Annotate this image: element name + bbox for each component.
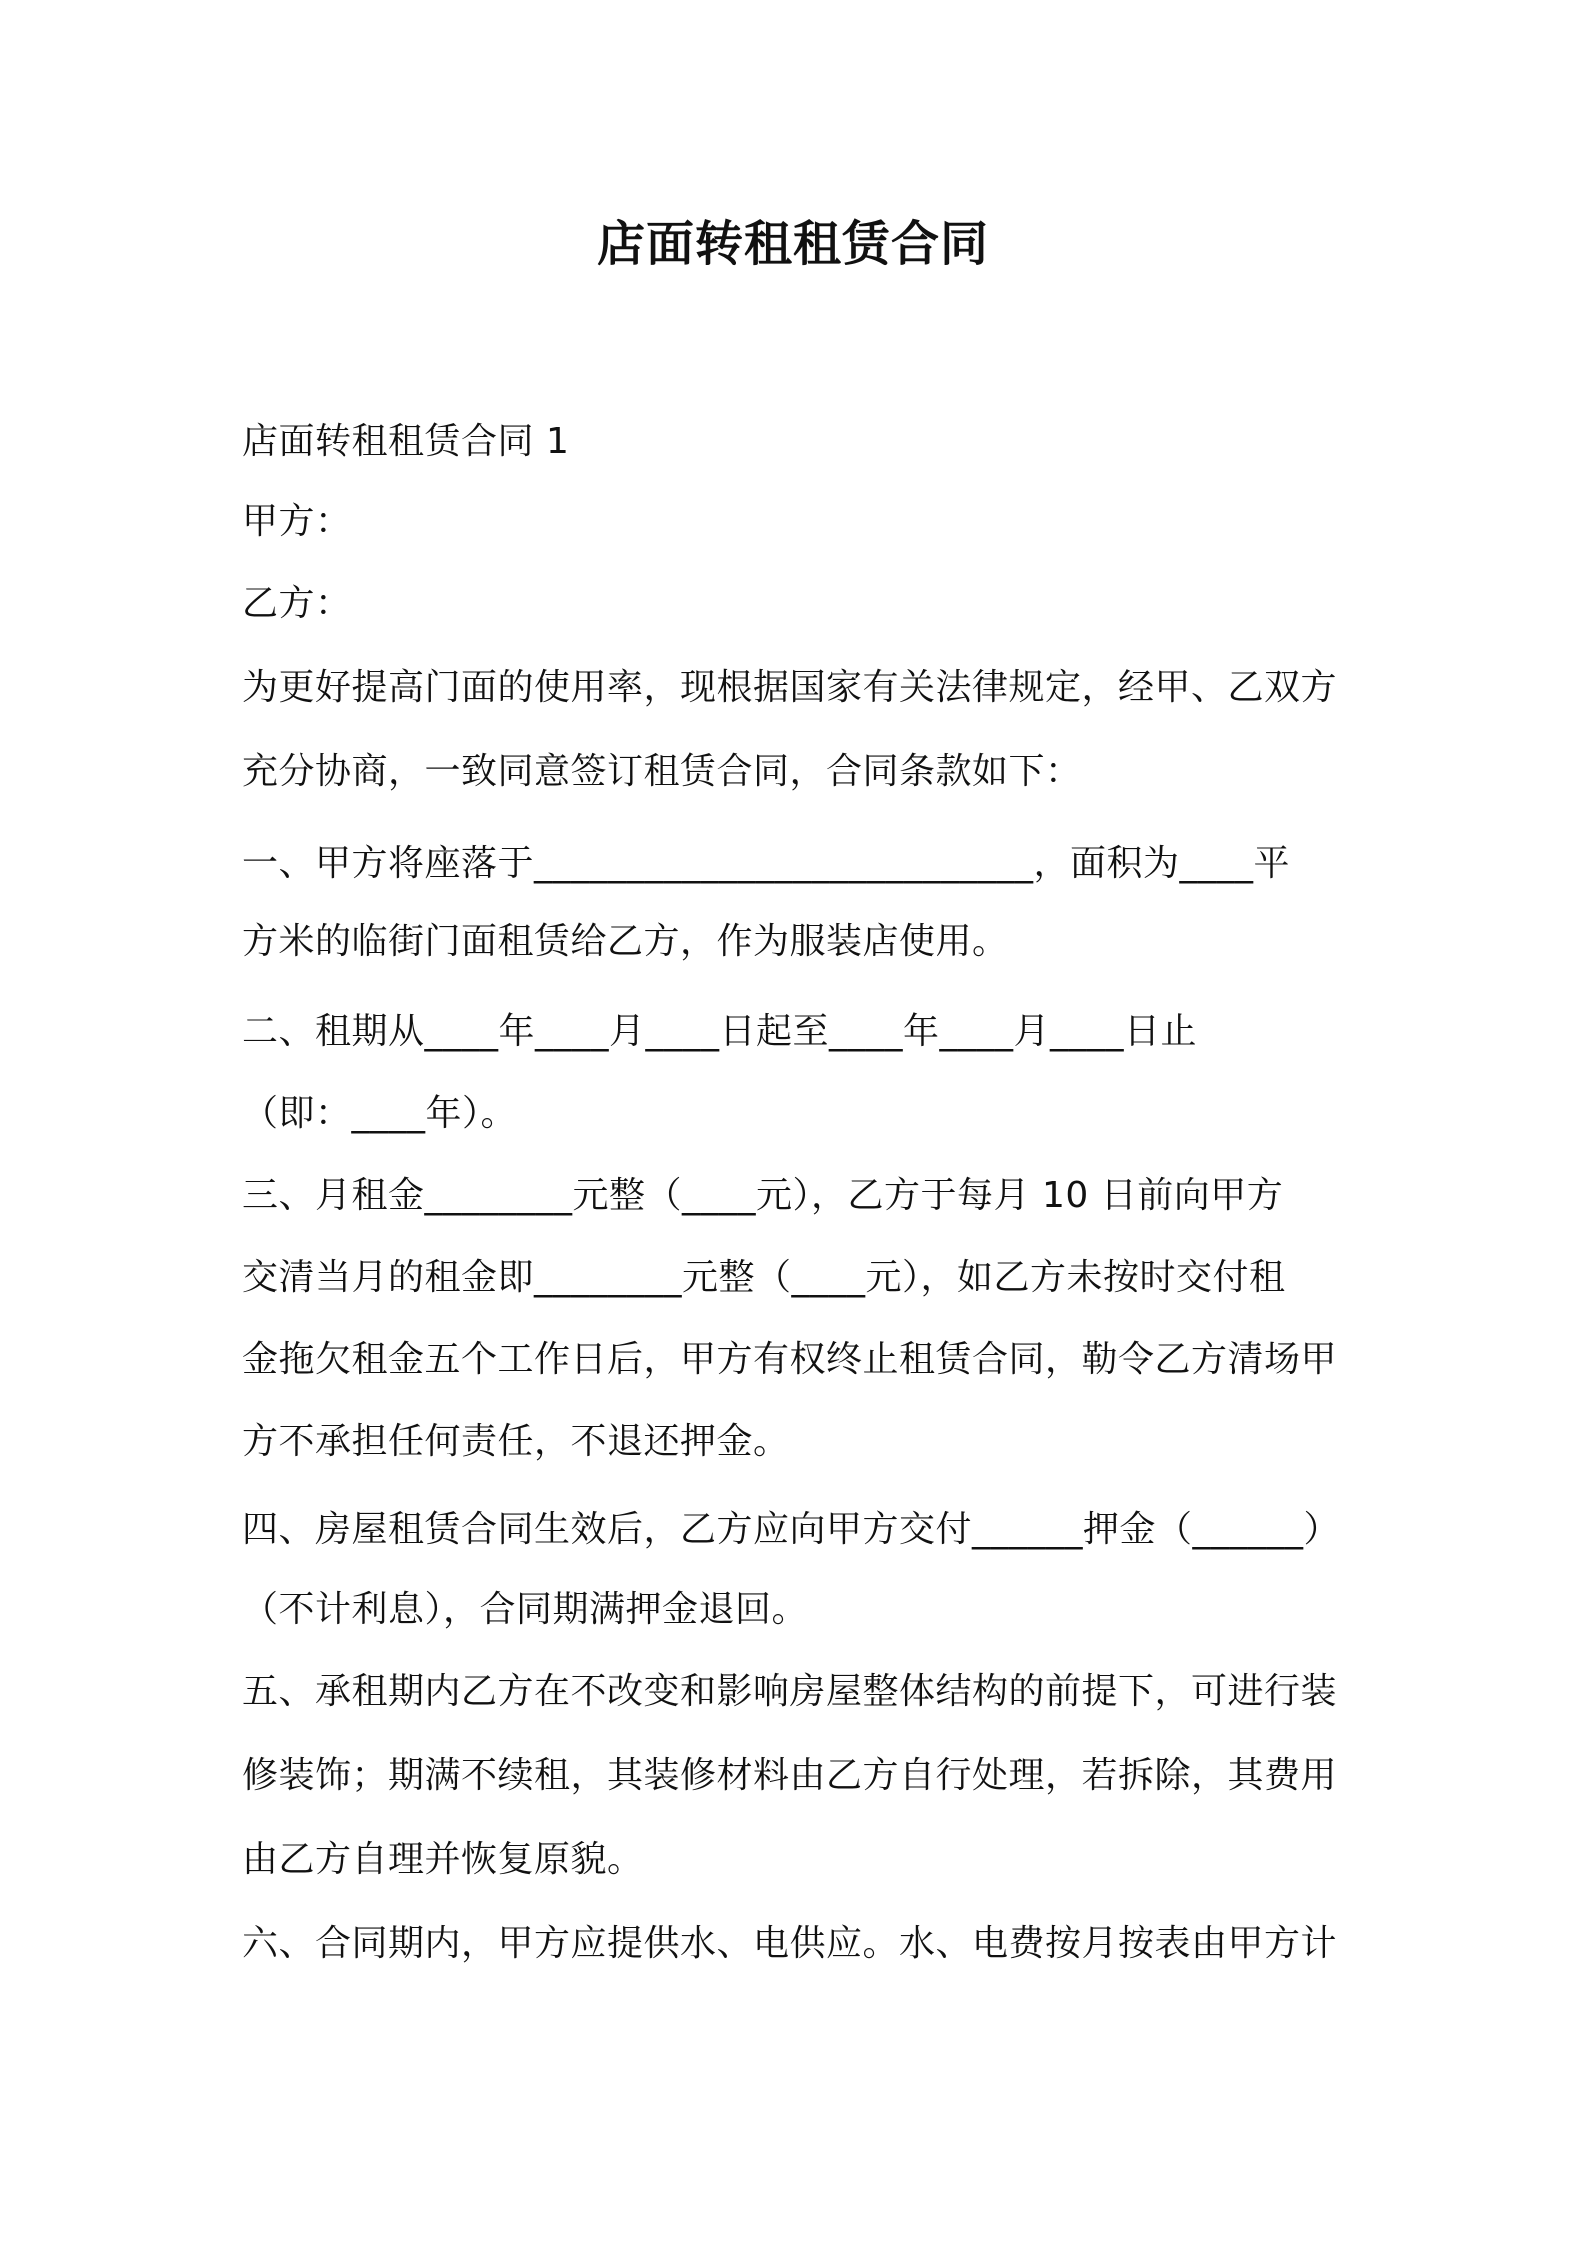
paragraph-line: 充分协商，一致同意签订租赁合同，合同条款如下： [242,751,1082,792]
clause-3-line: 金拖欠租金五个工作日后，甲方有权终止租赁合同，勒令乙方清场甲 [242,1339,1338,1380]
clause-3-line: 三、月租金________元整（____元），乙方于每月 10 日前向甲方 [242,1175,1284,1216]
clause-3-line: 方不承担任何责任，不退还押金。 [242,1421,790,1462]
clause-5-line: 由乙方自理并恢复原貌。 [242,1839,644,1880]
clause-3-line: 交清当月的租金即________元整（____元），如乙方未按时交付租 [242,1257,1286,1298]
paragraph-line: 为更好提高门面的使用率，现根据国家有关法律规定，经甲、乙双方 [242,667,1338,708]
clause-5-line: 五、承租期内乙方在不改变和影响房屋整体结构的前提下，可进行装 [242,1671,1338,1712]
party-a-label: 甲方： [242,501,352,542]
document-title: 店面转租租赁合同 [596,216,989,272]
clause-2-line: （即：____年）。 [242,1093,518,1134]
clause-1-line: 一、甲方将座落于___________________________，面积为____平 [242,843,1291,884]
clause-4-line: （不计利息），合同期满押金退回。 [242,1589,809,1630]
party-b-label: 乙方： [242,583,352,624]
document-subtitle: 店面转租租赁合同 1 [242,421,570,462]
clause-4-line: 四、房屋租赁合同生效后，乙方应向甲方交付______押金（______） [242,1509,1341,1550]
clause-1-line: 方米的临街门面租赁给乙方，作为服装店使用。 [242,921,1009,962]
clause-2-line: 二、租期从____年____月____日起至____年____月____日止 [242,1011,1198,1052]
clause-6-line: 六、合同期内，甲方应提供水、电供应。水、电费按月按表由甲方计 [242,1923,1338,1964]
clause-5-line: 修装饰；期满不续租，其装修材料由乙方自行处理，若拆除，其费用 [242,1755,1338,1796]
